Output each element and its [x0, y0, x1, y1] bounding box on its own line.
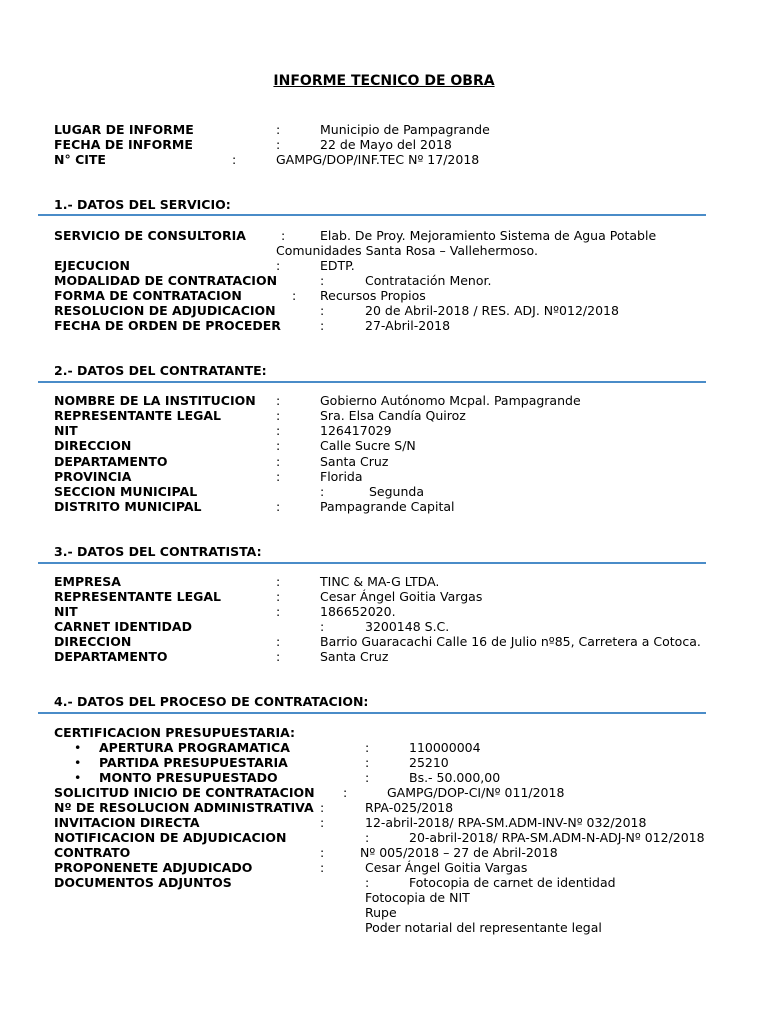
- s3-value-departamento: Santa Cruz: [320, 649, 389, 664]
- s2-value-departamento: Santa Cruz: [320, 454, 389, 469]
- header-colon-cite: :: [232, 152, 237, 167]
- s1-colon-servicio: :: [281, 228, 286, 243]
- s4-bullet-value-partida: 25210: [409, 755, 449, 770]
- section-2-title: 2.- DATOS DEL CONTRATANTE:: [54, 363, 267, 378]
- s1-value-servicio-cont: Comunidades Santa Rosa – Vallehermoso.: [276, 243, 538, 258]
- s2-colon-direccion: :: [276, 438, 281, 453]
- s1-label-resolucion: RESOLUCION DE ADJUDICACION: [54, 303, 276, 318]
- bullet-icon: •: [74, 770, 82, 785]
- s3-colon-carnet: :: [320, 619, 325, 634]
- s2-value-direccion: Calle Sucre S/N: [320, 438, 416, 453]
- s2-label-representante: REPRESENTANTE LEGAL: [54, 408, 222, 423]
- s2-value-representante: Sra. Elsa Candía Quiroz: [320, 408, 466, 423]
- s2-colon-distrito: :: [276, 499, 281, 514]
- s4-label-notificacion: NOTIFICACION DE ADJUDICACION: [54, 830, 287, 845]
- section-4-divider: [38, 712, 706, 714]
- s3-value-nit: 186652020.: [320, 604, 396, 619]
- s4-bullet-label-monto: MONTO PRESUPUESTADO: [99, 770, 278, 785]
- s4-value-invitacion: 12-abril-2018/ RPA-SM.ADM-INV-Nº 032/2018: [365, 815, 647, 830]
- header-value-lugar: Municipio de Pampagrande: [320, 122, 490, 137]
- header-label-fecha: FECHA DE INFORME: [54, 137, 193, 152]
- s4-bullet-colon-partida: :: [365, 755, 370, 770]
- header-value-fecha: 22 de Mayo del 2018: [320, 137, 452, 152]
- s3-value-empresa: TINC & MA-G LTDA.: [320, 574, 440, 589]
- s4-colon-resolucion: :: [320, 800, 325, 815]
- s4-label-proponente: PROPONENETE ADJUDICADO: [54, 860, 253, 875]
- s2-label-seccion: SECCION MUNICIPAL: [54, 484, 198, 499]
- s4-document-item: Poder notarial del representante legal: [365, 920, 602, 935]
- bullet-icon: •: [74, 740, 82, 755]
- s2-label-departamento: DEPARTAMENTO: [54, 454, 168, 469]
- s3-value-representante: Cesar Ángel Goitia Vargas: [320, 589, 483, 604]
- s2-colon-provincia: :: [276, 469, 281, 484]
- s4-value-contrato: Nº 005/2018 – 27 de Abril-2018: [360, 845, 558, 860]
- header-colon-fecha: :: [276, 137, 281, 152]
- section-4-title: 4.- DATOS DEL PROCESO DE CONTRATACION:: [54, 694, 369, 709]
- s1-colon-modalidad: :: [320, 273, 325, 288]
- s3-label-departamento: DEPARTAMENTO: [54, 649, 168, 664]
- s1-label-modalidad: MODALIDAD DE CONTRATACION: [54, 273, 278, 288]
- s1-colon-forma: :: [292, 288, 297, 303]
- s2-colon-representante: :: [276, 408, 281, 423]
- s3-label-carnet: CARNET IDENTIDAD: [54, 619, 192, 634]
- section-3-divider: [38, 562, 706, 564]
- s4-document-item: Rupe: [365, 905, 397, 920]
- s3-label-representante: REPRESENTANTE LEGAL: [54, 589, 222, 604]
- s1-value-forma: Recursos Propios: [320, 288, 426, 303]
- section-2-divider: [38, 381, 706, 383]
- s3-colon-empresa: :: [276, 574, 281, 589]
- s1-value-modalidad: Contratación Menor.: [365, 273, 492, 288]
- section-1-divider: [38, 214, 706, 216]
- s2-value-distrito: Pampagrande Capital: [320, 499, 455, 514]
- s3-label-empresa: EMPRESA: [54, 574, 121, 589]
- s2-value-seccion: Segunda: [369, 484, 424, 499]
- section-3-title: 3.- DATOS DEL CONTRATISTA:: [54, 544, 262, 559]
- s3-colon-nit: :: [276, 604, 281, 619]
- s4-bullet-value-apertura: 110000004: [409, 740, 481, 755]
- s4-value-proponente: Cesar Ángel Goitia Vargas: [365, 860, 528, 875]
- s4-label-documentos: DOCUMENTOS ADJUNTOS: [54, 875, 232, 890]
- s4-label-invitacion: INVITACION DIRECTA: [54, 815, 200, 830]
- s2-value-nit: 126417029: [320, 423, 392, 438]
- s4-bullet-label-partida: PARTIDA PRESUPUESTARIA: [99, 755, 288, 770]
- s3-value-carnet: 3200148 S.C.: [365, 619, 450, 634]
- s4-label-resolucion: Nº DE RESOLUCION ADMINISTRATIVA: [54, 800, 314, 815]
- s1-value-orden: 27-Abril-2018: [365, 318, 451, 333]
- s4-bullet-value-monto: Bs.- 50.000,00: [409, 770, 501, 785]
- s3-colon-representante: :: [276, 589, 281, 604]
- s1-label-servicio: SERVICIO DE CONSULTORIA: [54, 228, 246, 243]
- s4-certificacion-label: CERTIFICACION PRESUPUESTARIA:: [54, 725, 295, 740]
- s3-colon-departamento: :: [276, 649, 281, 664]
- s4-colon-proponente: :: [320, 860, 325, 875]
- s2-colon-nit: :: [276, 423, 281, 438]
- s4-value-resolucion: RPA-025/2018: [365, 800, 454, 815]
- s4-colon-solicitud: :: [343, 785, 348, 800]
- s4-bullet-colon-monto: :: [365, 770, 370, 785]
- s4-value-solicitud: GAMPG/DOP-CI/Nº 011/2018: [387, 785, 565, 800]
- document-title: INFORME TECNICO DE OBRA: [273, 73, 495, 89]
- s4-bullet-label-apertura: APERTURA PROGRAMATICA: [99, 740, 290, 755]
- s4-colon-invitacion: :: [320, 815, 325, 830]
- s2-colon-institucion: :: [276, 393, 281, 408]
- bullet-icon: •: [74, 755, 82, 770]
- s4-colon-contrato: :: [320, 845, 325, 860]
- header-colon-lugar: :: [276, 122, 281, 137]
- s4-colon-documentos: :: [365, 875, 370, 890]
- s2-label-distrito: DISTRITO MUNICIPAL: [54, 499, 202, 514]
- s2-label-provincia: PROVINCIA: [54, 469, 132, 484]
- s1-value-resolucion: 20 de Abril-2018 / RES. ADJ. Nº012/2018: [365, 303, 619, 318]
- s2-label-nit: NIT: [54, 423, 78, 438]
- header-label-cite: N° CITE: [54, 152, 106, 167]
- s3-label-nit: NIT: [54, 604, 78, 619]
- s2-colon-departamento: :: [276, 454, 281, 469]
- s2-label-direccion: DIRECCION: [54, 438, 132, 453]
- s1-label-orden: FECHA DE ORDEN DE PROCEDER: [54, 318, 281, 333]
- header-value-cite: GAMPG/DOP/INF.TEC Nº 17/2018: [276, 152, 480, 167]
- s1-colon-orden: :: [320, 318, 325, 333]
- s2-value-institucion: Gobierno Autónomo Mcpal. Pampagrande: [320, 393, 581, 408]
- s4-value-documentos: Fotocopia de carnet de identidad: [409, 875, 616, 890]
- s1-colon-ejecucion: :: [276, 258, 281, 273]
- s3-colon-direccion: :: [276, 634, 281, 649]
- s2-label-institucion: NOMBRE DE LA INSTITUCION: [54, 393, 256, 408]
- s4-value-notificacion: 20-abril-2018/ RPA-SM.ADM-N-ADJ-Nº 012/2018: [409, 830, 705, 845]
- s1-colon-resolucion: :: [320, 303, 325, 318]
- section-1-title: 1.- DATOS DEL SERVICIO:: [54, 197, 231, 212]
- s1-label-ejecucion: EJECUCION: [54, 258, 130, 273]
- s4-colon-notificacion: :: [365, 830, 370, 845]
- s2-value-provincia: Florida: [320, 469, 363, 484]
- s3-label-direccion: DIRECCION: [54, 634, 132, 649]
- header-label-lugar: LUGAR DE INFORME: [54, 122, 194, 137]
- s4-document-item: Fotocopia de NIT: [365, 890, 470, 905]
- s2-colon-seccion: :: [320, 484, 325, 499]
- s4-label-contrato: CONTRATO: [54, 845, 131, 860]
- s4-label-solicitud: SOLICITUD INICIO DE CONTRATACION: [54, 785, 315, 800]
- s1-value-ejecucion: EDTP.: [320, 258, 355, 273]
- s1-value-servicio: Elab. De Proy. Mejoramiento Sistema de Agua Potable: [320, 228, 657, 243]
- s4-bullet-colon-apertura: :: [365, 740, 370, 755]
- s3-value-direccion: Barrio Guaracachi Calle 16 de Julio nº85, Carretera a Cotoca.: [320, 634, 701, 649]
- s1-label-forma: FORMA DE CONTRATACION: [54, 288, 242, 303]
